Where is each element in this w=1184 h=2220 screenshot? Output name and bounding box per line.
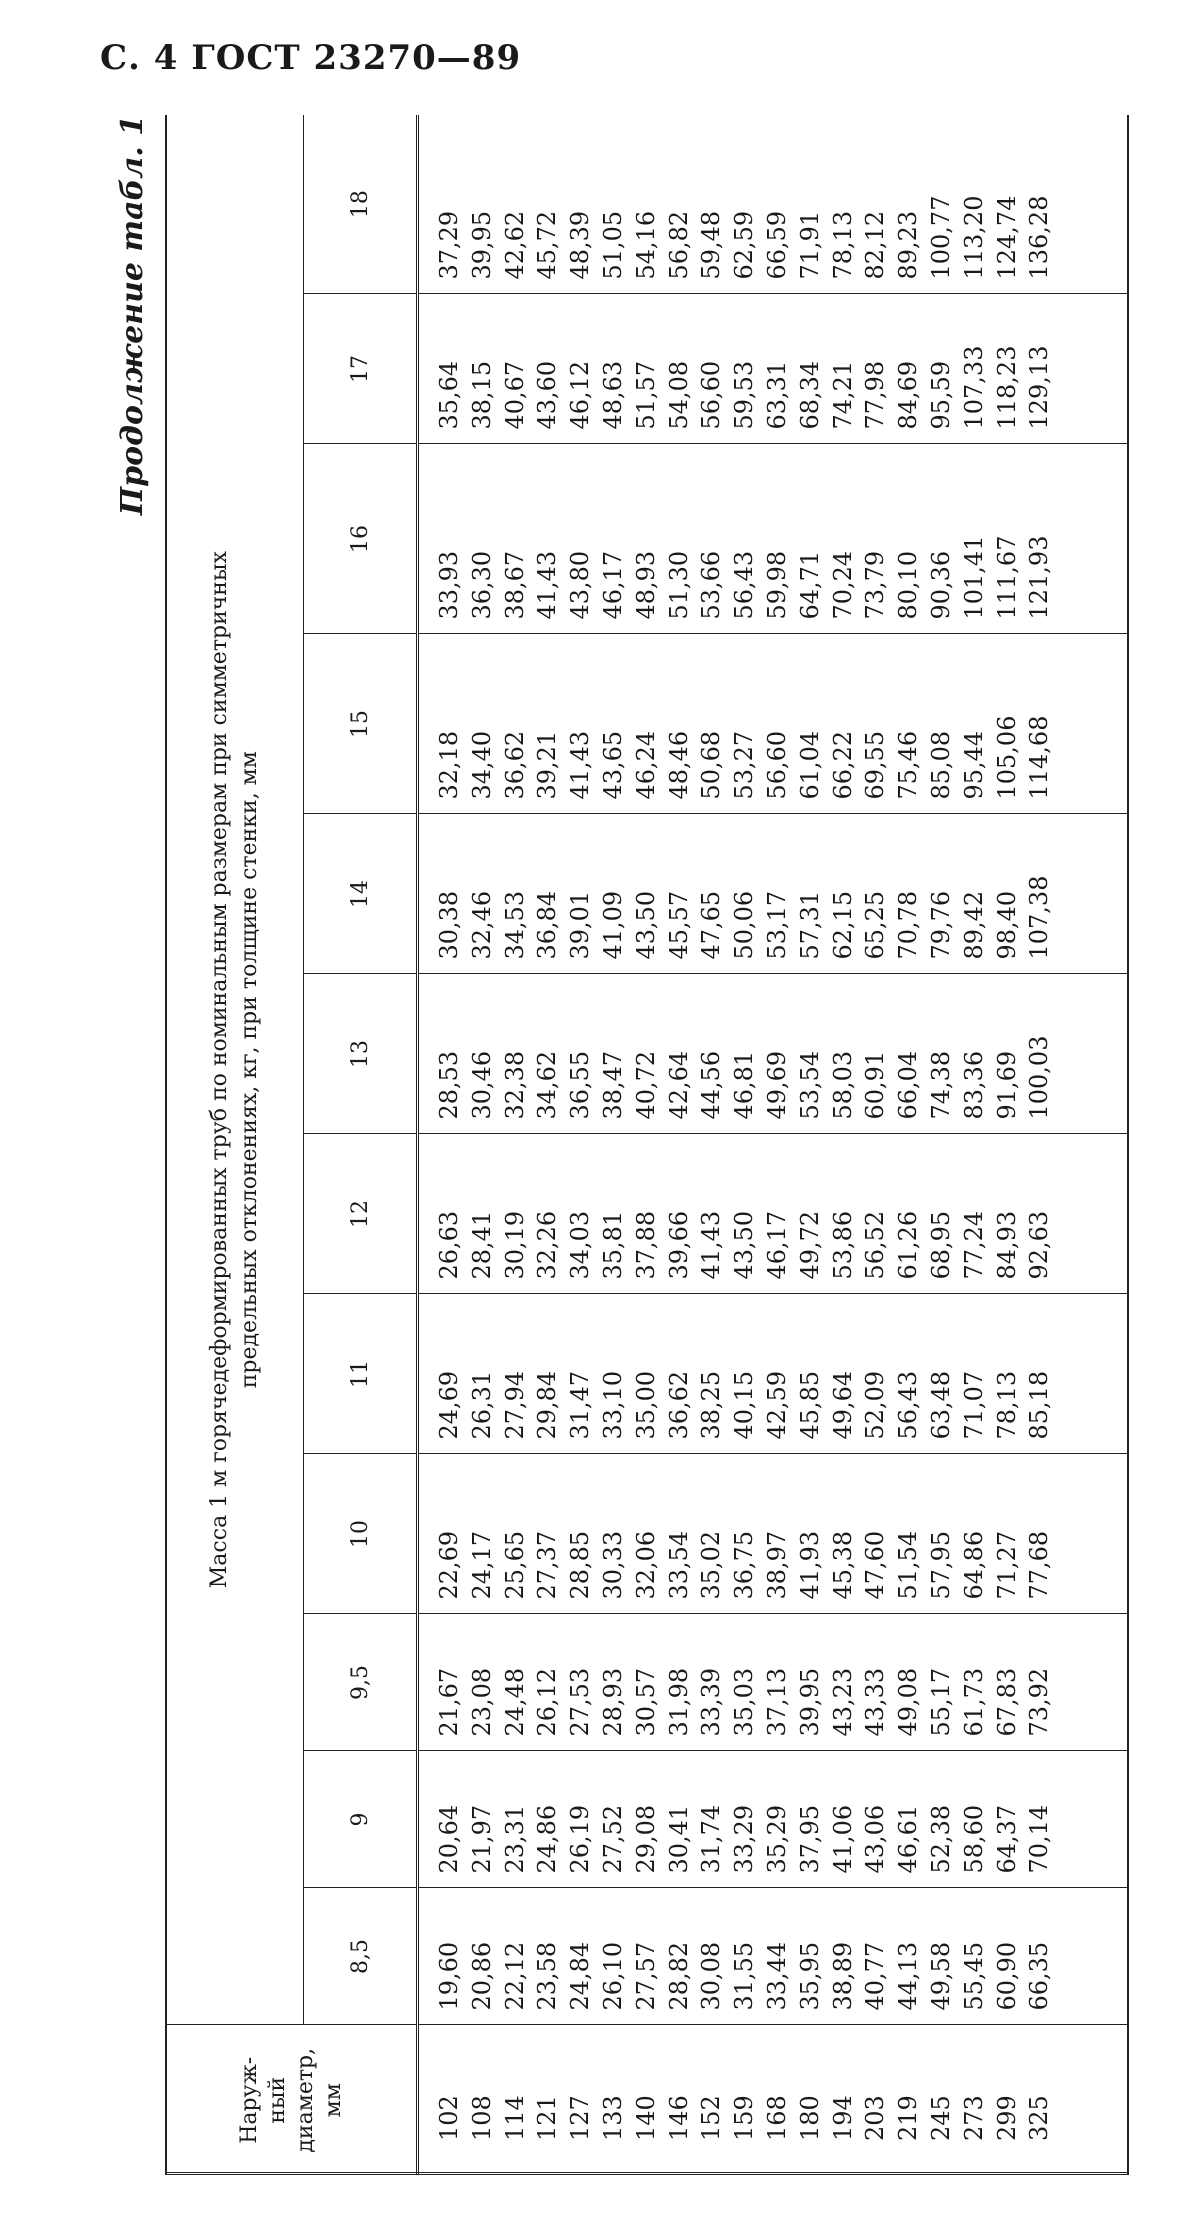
mass-value: 45,85 [795, 1370, 824, 1440]
mass-value: 71,07 [959, 1370, 988, 1440]
mass-value: 21,97 [467, 1804, 496, 1874]
mass-value: 48,93 [631, 550, 660, 620]
mass-value: 26,31 [467, 1370, 496, 1440]
mass-value: 40,67 [500, 360, 529, 430]
pipe-mass-table [167, 115, 1127, 2175]
mass-value: 26,12 [533, 1667, 562, 1737]
mass-value: 43,06 [861, 1804, 890, 1874]
thickness-header: 17 [304, 294, 418, 444]
mass-value: 60,91 [861, 1050, 890, 1120]
mass-value: 107,33 [959, 345, 988, 430]
mass-value: 49,72 [795, 1210, 824, 1280]
mass-value: 70,14 [1025, 1804, 1054, 1874]
mass-value: 78,13 [828, 210, 857, 280]
mass-value: 63,31 [762, 360, 791, 430]
mass-value: 36,62 [664, 1370, 693, 1440]
mass-value: 59,48 [697, 210, 726, 280]
mass-value: 78,13 [992, 1370, 1021, 1440]
mass-value: 43,65 [598, 730, 627, 800]
mass-value: 48,46 [664, 730, 693, 800]
mass-value: 54,08 [664, 360, 693, 430]
mass-value: 38,47 [598, 1050, 627, 1120]
mass-value: 49,64 [828, 1370, 857, 1440]
mass-value: 41,43 [533, 550, 562, 620]
diameter-value: 146 [664, 2095, 693, 2141]
mass-value: 27,37 [533, 1530, 562, 1600]
mass-value: 53,27 [730, 730, 759, 800]
mass-column-caption [167, 115, 304, 2025]
mass-value: 51,57 [631, 360, 660, 430]
thickness-header: 10 [304, 1454, 418, 1614]
thickness-header: 8,5 [304, 1888, 418, 2025]
mass-value: 22,69 [435, 1530, 463, 1600]
mass-value: 46,17 [598, 550, 627, 620]
rotated-table-block [105, 115, 1145, 2175]
mass-value: 51,05 [598, 210, 627, 280]
mass-value: 58,03 [828, 1050, 857, 1120]
mass-value: 26,63 [435, 1210, 463, 1280]
mass-value: 65,25 [861, 890, 890, 960]
diameter-value: 245 [926, 2095, 955, 2141]
mass-value: 41,43 [566, 730, 595, 800]
mass-value: 46,81 [730, 1050, 759, 1120]
mass-value: 32,38 [500, 1050, 529, 1120]
mass-value: 38,15 [467, 360, 496, 430]
mass-value: 64,37 [992, 1804, 1021, 1874]
diameter-header-line: диаметр, [292, 2047, 318, 2153]
diameter-header-lines [236, 2026, 348, 2176]
mass-value: 55,17 [926, 1667, 955, 1737]
mass-value: 35,64 [435, 360, 463, 430]
mass-value: 95,59 [926, 360, 955, 430]
diameter-header-line: ный [264, 2076, 290, 2124]
mass-value: 53,86 [828, 1210, 857, 1280]
mass-values-column [418, 1888, 1128, 2025]
mass-value: 59,53 [730, 360, 759, 430]
mass-value: 42,59 [762, 1370, 791, 1440]
mass-value: 32,26 [533, 1210, 562, 1280]
mass-value: 25,65 [500, 1530, 529, 1600]
thickness-header: 18 [347, 190, 373, 219]
mass-value: 24,48 [500, 1667, 529, 1737]
mass-value: 49,69 [762, 1050, 791, 1120]
mass-value: 74,21 [828, 360, 857, 430]
thickness-header: 16 [304, 444, 418, 634]
diameter-value: 168 [762, 2095, 791, 2141]
mass-value: 33,93 [435, 550, 463, 620]
mass-value: 79,76 [926, 890, 955, 960]
mass-value: 27,52 [598, 1804, 627, 1874]
mass-value: 26,10 [598, 1941, 627, 2011]
mass-value: 33,39 [697, 1667, 726, 1737]
mass-value: 28,82 [664, 1941, 693, 2011]
mass-values-column [418, 814, 1128, 974]
mass-value: 35,95 [795, 1941, 824, 2011]
mass-value: 44,13 [894, 1941, 923, 2011]
diameter-value: 102 [435, 2095, 463, 2141]
mass-value: 66,59 [762, 210, 791, 280]
diameter-value: 273 [959, 2095, 988, 2141]
mass-value: 40,72 [631, 1050, 660, 1120]
mass-value: 113,20 [959, 195, 988, 280]
mass-value: 62,15 [828, 890, 857, 960]
mass-value: 56,82 [664, 210, 693, 280]
mass-value: 35,02 [697, 1530, 726, 1600]
mass-value: 71,91 [795, 210, 824, 280]
mass-value: 33,10 [598, 1370, 627, 1440]
mass-value: 51,30 [664, 550, 693, 620]
mass-value: 33,44 [762, 1941, 791, 2011]
mass-value: 92,63 [1025, 1210, 1054, 1280]
mass-values-column [418, 294, 1128, 444]
mass-value: 42,62 [500, 210, 529, 280]
mass-value: 56,60 [762, 730, 791, 800]
mass-value: 64,86 [959, 1530, 988, 1600]
mass-value: 45,57 [664, 890, 693, 960]
mass-value: 30,46 [467, 1050, 496, 1120]
mass-value: 57,95 [926, 1530, 955, 1600]
mass-value: 20,64 [435, 1804, 463, 1874]
mass-value: 30,08 [697, 1941, 726, 2011]
mass-value: 56,60 [697, 360, 726, 430]
mass-values-column [418, 1454, 1128, 1614]
continuation-label: Продолжение табл. 1 [115, 115, 150, 516]
mass-value: 27,94 [500, 1370, 529, 1440]
mass-value: 46,17 [762, 1210, 791, 1280]
mass-value: 34,40 [467, 730, 496, 800]
mass-values-column [418, 634, 1128, 814]
mass-value: 30,57 [631, 1667, 660, 1737]
mass-value: 105,06 [992, 715, 1021, 800]
mass-value: 43,33 [861, 1667, 890, 1737]
mass-value: 38,89 [828, 1941, 857, 2011]
diameter-header-line: мм [320, 2083, 346, 2118]
mass-value: 51,54 [894, 1530, 923, 1600]
mass-value: 68,34 [795, 360, 824, 430]
mass-value: 66,04 [894, 1050, 923, 1120]
diameter-value: 194 [828, 2095, 857, 2141]
mass-values-column [418, 115, 1128, 294]
mass-value: 39,95 [467, 210, 496, 280]
mass-value: 24,17 [467, 1530, 496, 1600]
thickness-header-row [304, 115, 418, 2175]
mass-value: 31,47 [566, 1370, 595, 1440]
mass-value: 32,06 [631, 1530, 660, 1600]
mass-value: 35,03 [730, 1667, 759, 1737]
mass-value: 37,95 [795, 1804, 824, 1874]
mass-value: 66,22 [828, 730, 857, 800]
mass-value: 20,86 [467, 1941, 496, 2011]
mass-value: 84,69 [894, 360, 923, 430]
mass-value: 40,77 [861, 1941, 890, 2011]
mass-value: 44,56 [697, 1050, 726, 1120]
mass-value: 54,16 [631, 210, 660, 280]
mass-value: 40,15 [730, 1370, 759, 1440]
mass-value: 29,08 [631, 1804, 660, 1874]
mass-value: 77,98 [861, 360, 890, 430]
mass-value: 62,59 [730, 210, 759, 280]
mass-value: 42,64 [664, 1050, 693, 1120]
mass-value: 21,67 [435, 1667, 463, 1737]
mass-value: 36,75 [730, 1530, 759, 1600]
mass-value: 53,54 [795, 1050, 824, 1120]
mass-value: 31,55 [730, 1941, 759, 2011]
mass-value: 41,93 [795, 1530, 824, 1600]
table-body-row [418, 115, 1128, 2175]
mass-value: 60,90 [992, 1941, 1021, 2011]
mass-value: 32,46 [467, 890, 496, 960]
mass-value: 111,67 [992, 535, 1021, 620]
mass-value: 46,12 [566, 360, 595, 430]
mass-value: 121,93 [1025, 535, 1054, 620]
mass-value: 61,26 [894, 1210, 923, 1280]
mass-value: 70,78 [894, 890, 923, 960]
mass-value: 73,92 [1025, 1667, 1054, 1737]
mass-value: 23,31 [500, 1804, 529, 1874]
mass-value: 47,65 [697, 890, 726, 960]
mass-value: 34,53 [500, 890, 529, 960]
diameter-value: 325 [1025, 2095, 1054, 2141]
mass-value: 23,58 [533, 1941, 562, 2011]
mass-value: 32,18 [435, 730, 463, 800]
mass-value: 100,03 [1025, 1035, 1054, 1120]
mass-value: 50,68 [697, 730, 726, 800]
mass-value: 43,50 [730, 1210, 759, 1280]
mass-value: 30,38 [435, 890, 463, 960]
mass-value: 30,33 [598, 1530, 627, 1600]
mass-value: 48,39 [566, 210, 595, 280]
mass-value: 107,38 [1025, 875, 1054, 960]
mass-value: 23,08 [467, 1667, 496, 1737]
mass-caption-line-1: Масса 1 м горячедеформированных труб по номинальным размерам при симметричных [207, 551, 232, 1589]
mass-value: 59,98 [762, 550, 791, 620]
mass-value: 118,23 [992, 345, 1021, 430]
mass-value: 114,68 [1025, 715, 1054, 800]
mass-value: 45,72 [533, 210, 562, 280]
mass-value: 33,54 [664, 1530, 693, 1600]
mass-value: 57,31 [795, 890, 824, 960]
mass-value: 53,17 [762, 890, 791, 960]
mass-value: 55,45 [959, 1941, 988, 2011]
mass-value: 75,46 [894, 730, 923, 800]
mass-value: 50,06 [730, 890, 759, 960]
mass-value: 70,24 [828, 550, 857, 620]
mass-value: 90,36 [926, 550, 955, 620]
mass-value: 84,93 [992, 1210, 1021, 1280]
mass-value: 38,67 [500, 550, 529, 620]
mass-value: 24,84 [566, 1941, 595, 2011]
mass-value: 31,98 [664, 1667, 693, 1737]
mass-value: 53,66 [697, 550, 726, 620]
mass-value: 47,60 [861, 1530, 890, 1600]
mass-value: 33,29 [730, 1804, 759, 1874]
mass-value: 35,81 [598, 1210, 627, 1280]
mass-value: 28,93 [598, 1667, 627, 1737]
diameter-value: 140 [631, 2095, 660, 2141]
mass-values-column [418, 1614, 1128, 1751]
mass-value: 61,73 [959, 1667, 988, 1737]
mass-values-column [418, 1751, 1128, 1888]
mass-value: 28,85 [566, 1530, 595, 1600]
mass-values-column [418, 1134, 1128, 1294]
mass-value: 66,35 [1025, 1941, 1054, 2011]
mass-value: 129,13 [1025, 345, 1054, 430]
mass-value: 24,86 [533, 1804, 562, 1874]
mass-values-column [418, 444, 1128, 634]
mass-value: 36,30 [467, 550, 496, 620]
mass-value: 19,60 [435, 1941, 463, 2011]
mass-value: 46,61 [894, 1804, 923, 1874]
mass-value: 24,69 [435, 1370, 463, 1440]
mass-value: 22,12 [500, 1941, 529, 2011]
diameter-value: 127 [566, 2095, 595, 2141]
mass-value: 41,09 [598, 890, 627, 960]
mass-value: 38,25 [697, 1370, 726, 1440]
mass-value: 89,42 [959, 890, 988, 960]
page-header: С. 4 ГОСТ 23270—89 [100, 38, 522, 78]
mass-value: 30,19 [500, 1210, 529, 1280]
mass-value: 28,41 [467, 1210, 496, 1280]
mass-value: 31,74 [697, 1804, 726, 1874]
mass-value: 95,44 [959, 730, 988, 800]
mass-values-column [418, 1294, 1128, 1454]
mass-value: 68,95 [926, 1210, 955, 1280]
thickness-header: 9,5 [304, 1614, 418, 1751]
mass-values-column [418, 974, 1128, 1134]
mass-value: 38,97 [762, 1530, 791, 1600]
mass-value: 67,83 [992, 1667, 1021, 1737]
mass-value: 63,48 [926, 1370, 955, 1440]
mass-value: 49,08 [894, 1667, 923, 1737]
mass-value: 34,03 [566, 1210, 595, 1280]
mass-value: 39,66 [664, 1210, 693, 1280]
mass-value: 48,63 [598, 360, 627, 430]
mass-value: 52,09 [861, 1370, 890, 1440]
diameter-value: 121 [533, 2095, 562, 2141]
mass-value: 39,01 [566, 890, 595, 960]
mass-value: 56,52 [861, 1210, 890, 1280]
mass-value: 77,68 [1025, 1530, 1054, 1600]
mass-value: 136,28 [1025, 195, 1054, 280]
diameter-header-line: Наруж- [236, 2056, 262, 2144]
diameter-values-column [418, 2025, 1128, 2175]
mass-value: 74,38 [926, 1050, 955, 1120]
table-bottom-rule [1127, 115, 1129, 2175]
mass-value: 80,10 [894, 550, 923, 620]
mass-value: 34,62 [533, 1050, 562, 1120]
diameter-value: 219 [894, 2095, 923, 2141]
mass-value: 91,69 [992, 1050, 1021, 1120]
mass-value: 69,55 [861, 730, 890, 800]
diameter-value: 133 [598, 2095, 627, 2141]
thickness-header: 15 [304, 634, 418, 814]
mass-value: 100,77 [926, 195, 955, 280]
mass-value: 41,06 [828, 1804, 857, 1874]
mass-value: 35,00 [631, 1370, 660, 1440]
mass-value: 37,29 [435, 210, 463, 280]
mass-value: 30,41 [664, 1804, 693, 1874]
mass-value: 71,27 [992, 1530, 1021, 1600]
mass-value: 101,41 [959, 535, 988, 620]
mass-value: 85,08 [926, 730, 955, 800]
mass-value: 43,80 [566, 550, 595, 620]
mass-value: 39,21 [533, 730, 562, 800]
thickness-header: 11 [304, 1294, 418, 1454]
mass-value: 43,50 [631, 890, 660, 960]
mass-value: 77,24 [959, 1210, 988, 1280]
mass-value: 98,40 [992, 890, 1021, 960]
mass-value: 45,38 [828, 1530, 857, 1600]
mass-value: 36,62 [500, 730, 529, 800]
mass-value: 73,79 [861, 550, 890, 620]
mass-value: 58,60 [959, 1804, 988, 1874]
diameter-value: 108 [467, 2095, 496, 2141]
mass-value: 27,53 [566, 1667, 595, 1737]
mass-value: 43,60 [533, 360, 562, 430]
mass-value: 49,58 [926, 1941, 955, 2011]
mass-value: 56,43 [730, 550, 759, 620]
mass-value: 26,19 [566, 1804, 595, 1874]
thickness-header: 14 [304, 814, 418, 974]
mass-value: 89,23 [894, 210, 923, 280]
diameter-value: 152 [697, 2095, 726, 2141]
diameter-value: 159 [730, 2095, 759, 2141]
mass-value: 56,43 [894, 1370, 923, 1440]
mass-value: 37,13 [762, 1667, 791, 1737]
mass-value: 41,43 [697, 1210, 726, 1280]
mass-value: 37,88 [631, 1210, 660, 1280]
mass-value: 124,74 [992, 195, 1021, 280]
mass-value: 82,12 [861, 210, 890, 280]
thickness-header: 9 [304, 1751, 418, 1888]
mass-caption-line-2: предельных отклонениях, кг, при толщине стенки, мм [237, 751, 262, 1389]
thickness-header: 12 [304, 1134, 418, 1294]
diameter-value: 180 [795, 2095, 824, 2141]
mass-value: 46,24 [631, 730, 660, 800]
mass-value: 61,04 [795, 730, 824, 800]
mass-value: 27,57 [631, 1941, 660, 2011]
mass-value: 36,84 [533, 890, 562, 960]
mass-value: 39,95 [795, 1667, 824, 1737]
mass-value: 52,38 [926, 1804, 955, 1874]
mass-value: 28,53 [435, 1050, 463, 1120]
diameter-column-header [167, 2025, 418, 2175]
mass-value: 36,55 [566, 1050, 595, 1120]
diameter-value: 299 [992, 2095, 1021, 2141]
mass-value: 83,36 [959, 1050, 988, 1120]
mass-value: 85,18 [1025, 1370, 1054, 1440]
diameter-value: 203 [861, 2095, 890, 2141]
mass-value: 35,29 [762, 1804, 791, 1874]
mass-value: 64,71 [795, 550, 824, 620]
thickness-header: 13 [304, 974, 418, 1134]
diameter-value: 114 [500, 2095, 529, 2141]
mass-value: 29,84 [533, 1370, 562, 1440]
mass-value: 43,23 [828, 1667, 857, 1737]
